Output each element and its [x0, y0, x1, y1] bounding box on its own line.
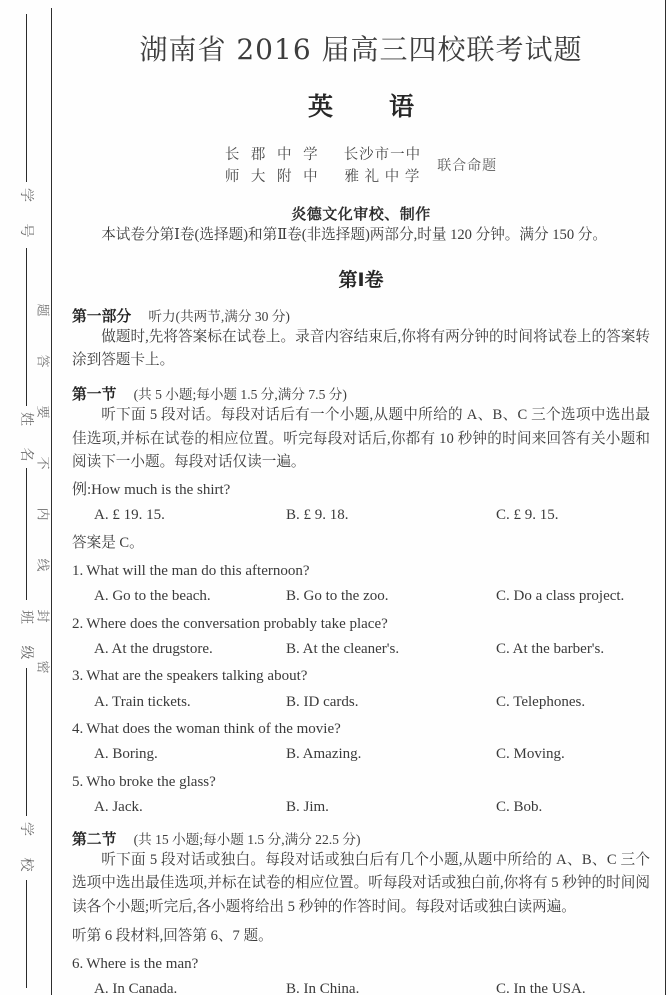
section-two-instruction: 听下面 5 段对话或独白。每段对话或独白后有几个小题,从题中所给的 A、B、C 三个选项中选出最佳选项,并标在试卷的相应位置。听每段对话或独白前,你将有 5 秒钟的时间阅读各个小题;听完后,各小题将给出 5 秒钟的作答时间。每段对话或独白读两遍。 [72, 851, 650, 915]
option-b[interactable]: B. Jim. [286, 799, 329, 816]
question-4 [72, 718, 650, 741]
margin-label-school: 学 校 [18, 822, 33, 881]
question-text: Where does the conversation probably take place? [86, 615, 388, 632]
option-a[interactable]: A. In Canada. [94, 981, 178, 995]
question-text: What are the speakers talking about? [86, 668, 308, 685]
question-4-options [72, 743, 650, 766]
subject-char-1: 英 [307, 92, 333, 121]
question-2 [72, 613, 650, 636]
question-5-options [72, 796, 650, 819]
schools-block [72, 144, 650, 189]
example-option-b[interactable]: B. £ 9. 18. [286, 507, 349, 524]
seal-char: 密 [35, 660, 51, 674]
seal-char: 内 [35, 507, 51, 521]
schools-column-2 [344, 144, 422, 189]
seal-char: 题 [35, 303, 51, 317]
option-b[interactable]: B. ID cards. [286, 693, 359, 710]
paper-title: 湖南省 2016 届高三四校联考试题 [139, 33, 583, 66]
question-5 [72, 771, 650, 794]
seal-char: 不 [35, 456, 51, 470]
question-text: What will the man do this afternoon? [86, 562, 310, 579]
school-name: 师 大 附 中 [224, 169, 322, 186]
seal-char: 答 [35, 354, 51, 368]
question-number: 2. [72, 615, 84, 632]
subject-char-2: 语 [389, 92, 415, 121]
schools-column-1 [225, 144, 322, 189]
question-1-options [72, 585, 650, 608]
section-one-note: (共 5 小题;每小题 1.5 分,满分 7.5 分) [133, 386, 347, 402]
section-one-heading [72, 383, 650, 404]
question-number: 1. [72, 562, 84, 579]
option-b[interactable]: B. Go to the zoo. [286, 588, 389, 605]
seal-char: 封 [35, 609, 51, 623]
question-1 [72, 560, 650, 583]
part-one-heading [72, 305, 650, 326]
option-a[interactable]: A. Train tickets. [94, 693, 191, 710]
example-answer: 答案是 C。 [72, 534, 144, 551]
school-name: 长 郡 中 学 [224, 147, 322, 163]
question-text: Who broke the glass? [86, 773, 216, 790]
margin-label-class: 班 级 [18, 610, 33, 669]
section-two-note: (共 15 小题;每小题 1.5 分,满分 22.5 分) [133, 831, 361, 847]
seal-char: 要 [35, 405, 51, 419]
example-options [72, 504, 650, 527]
section-two-label: 第二节 [72, 830, 117, 848]
subject-title [72, 87, 650, 123]
option-c[interactable]: C. In the USA. [496, 981, 586, 995]
question-2-options [72, 638, 650, 661]
option-c[interactable]: C. Moving. [496, 746, 565, 763]
option-c[interactable]: C. Bob. [496, 799, 543, 816]
question-3-options [72, 691, 650, 714]
part-one-note: 做题时,先将答案标在试卷上。录音内容结束后,你将有两分钟的时间将试卷上的答案转涂到答题卡上。 [72, 328, 650, 369]
example-label: 例: [72, 481, 92, 498]
seal-char: 线 [35, 558, 51, 572]
option-a[interactable]: A. Boring. [94, 746, 158, 763]
section-two-material-line: 听第 6 段材料,回答第 6、7 题。 [72, 927, 273, 944]
page-border-right [665, 0, 666, 995]
option-a[interactable]: A. At the drugstore. [94, 640, 213, 657]
section-one-label: 第一节 [72, 385, 117, 403]
joint-authoring-label: 联合命题 [437, 158, 498, 174]
margin-label-student-id: 学 号 [18, 188, 33, 247]
school-name: 雅 礼 中 学 [344, 169, 421, 186]
question-text: What does the woman think of the movie? [86, 721, 341, 738]
option-c[interactable]: C. At the barber's. [496, 640, 605, 657]
question-6 [72, 953, 650, 976]
option-a[interactable]: A. Go to the beach. [94, 588, 211, 605]
part-one-name: 听力(共两节,满分 30 分) [148, 308, 290, 324]
option-b[interactable]: B. In China. [286, 981, 360, 995]
question-number: 5. [72, 773, 84, 790]
school-name: 长沙市一中 [343, 147, 422, 163]
question-number: 3. [72, 668, 84, 685]
question-3 [72, 665, 650, 688]
margin-label-name: 姓 名 [18, 412, 33, 471]
paper-content [72, 0, 650, 995]
option-c[interactable]: C. Telephones. [496, 693, 586, 710]
question-number: 6. [72, 955, 84, 972]
seal-line-phrase [34, 303, 52, 714]
option-b[interactable]: B. At the cleaner's. [286, 640, 400, 657]
question-6-options [72, 978, 650, 995]
paper-part-heading: 第Ⅰ卷 [338, 268, 384, 291]
section-two-heading [72, 828, 650, 849]
question-number: 4. [72, 721, 84, 738]
option-b[interactable]: B. Amazing. [286, 746, 362, 763]
question-text: Where is the man? [86, 955, 199, 972]
paper-instruction: 本试卷分第Ⅰ卷(选择题)和第Ⅱ卷(非选择题)两部分,时量 120 分钟。满分 150 分。 [101, 226, 607, 243]
publisher-line: 炎德文化审校、制作 [291, 204, 431, 223]
section-one-instruction: 听下面 5 段对话。每段对话后有一个小题,从题中所给的 A、B、C 三个选项中选出最佳选项,并标在试卷的相应位置。听完每段对话后,你都有 10 秒钟的时间来回答有关小题和阅读下一小题。每段对话仅读一遍。 [72, 406, 650, 471]
option-c[interactable]: C. Do a class project. [496, 588, 625, 605]
part-one-label: 第一部分 [72, 307, 132, 325]
option-a[interactable]: A. Jack. [94, 799, 143, 816]
example-option-c[interactable]: C. £ 9. 15. [496, 507, 559, 524]
example-question-text: How much is the shirt? [91, 481, 231, 498]
example-option-a[interactable]: A. £ 19. 15. [94, 507, 165, 524]
example-question [72, 479, 650, 502]
